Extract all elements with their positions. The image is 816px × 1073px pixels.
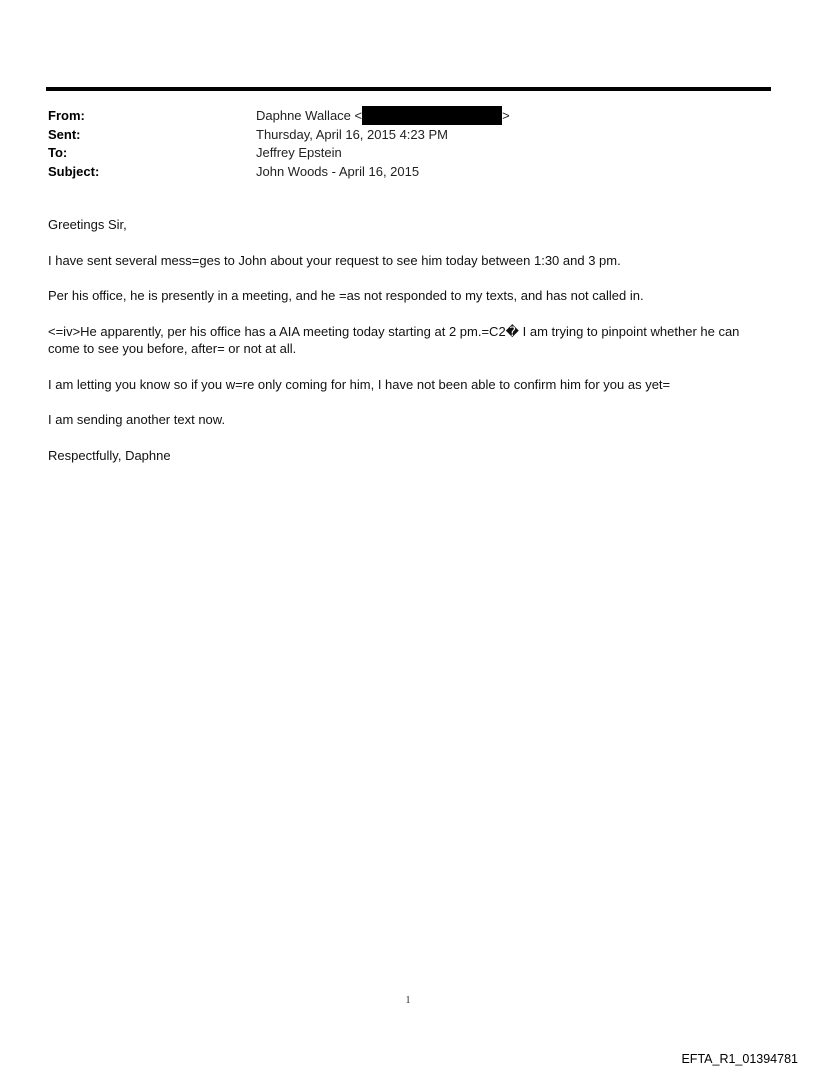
signature-paragraph: Respectfully, Daphne [48,447,171,463]
sent-row [48,126,768,145]
subject-row [48,163,768,182]
body-paragraph: I am letting you know so if you w=re only coming for him, I have not been able to confirm him for you as yet= [48,376,671,392]
redaction-block [362,106,502,125]
body-paragraph: <=iv>He apparently, per his office has a AIA meeting today starting at 2 pm.=C2� I am trying to pinpoint whether he can come to see you before, after= or not at all. [48,323,740,356]
sent-label: Sent: [48,126,81,142]
page-number: 1 [405,995,411,1006]
from-close-bracket: > [502,108,510,123]
from-row [48,107,768,126]
from-name: Daphne Wallace < [256,108,363,123]
to-label: To: [48,145,68,160]
greeting-paragraph: Greetings Sir, [48,217,127,232]
body-paragraph: I am sending another text now. [48,412,226,427]
subject-label: Subject: [48,163,100,179]
subject-value: John Woods - April 16, 2015 [256,163,420,179]
email-body [48,216,772,482]
header-divider-rule [46,87,771,91]
to-row [48,144,768,163]
from-value [256,107,510,126]
from-label: From: [48,108,85,123]
body-paragraph: I have sent several mess=ges to John about your request to see him today between 1:30 and 3 pm. [48,252,621,268]
sent-value: Thursday, April 16, 2015 4:23 PM [256,126,448,142]
body-paragraph: Per his office, he is presently in a meeting, and he =as not responded to my texts, and has not called in. [48,288,644,303]
to-value: Jeffrey Epstein [256,145,342,160]
bates-number: EFTA_R1_01394781 [681,1052,798,1066]
email-header [48,107,768,181]
